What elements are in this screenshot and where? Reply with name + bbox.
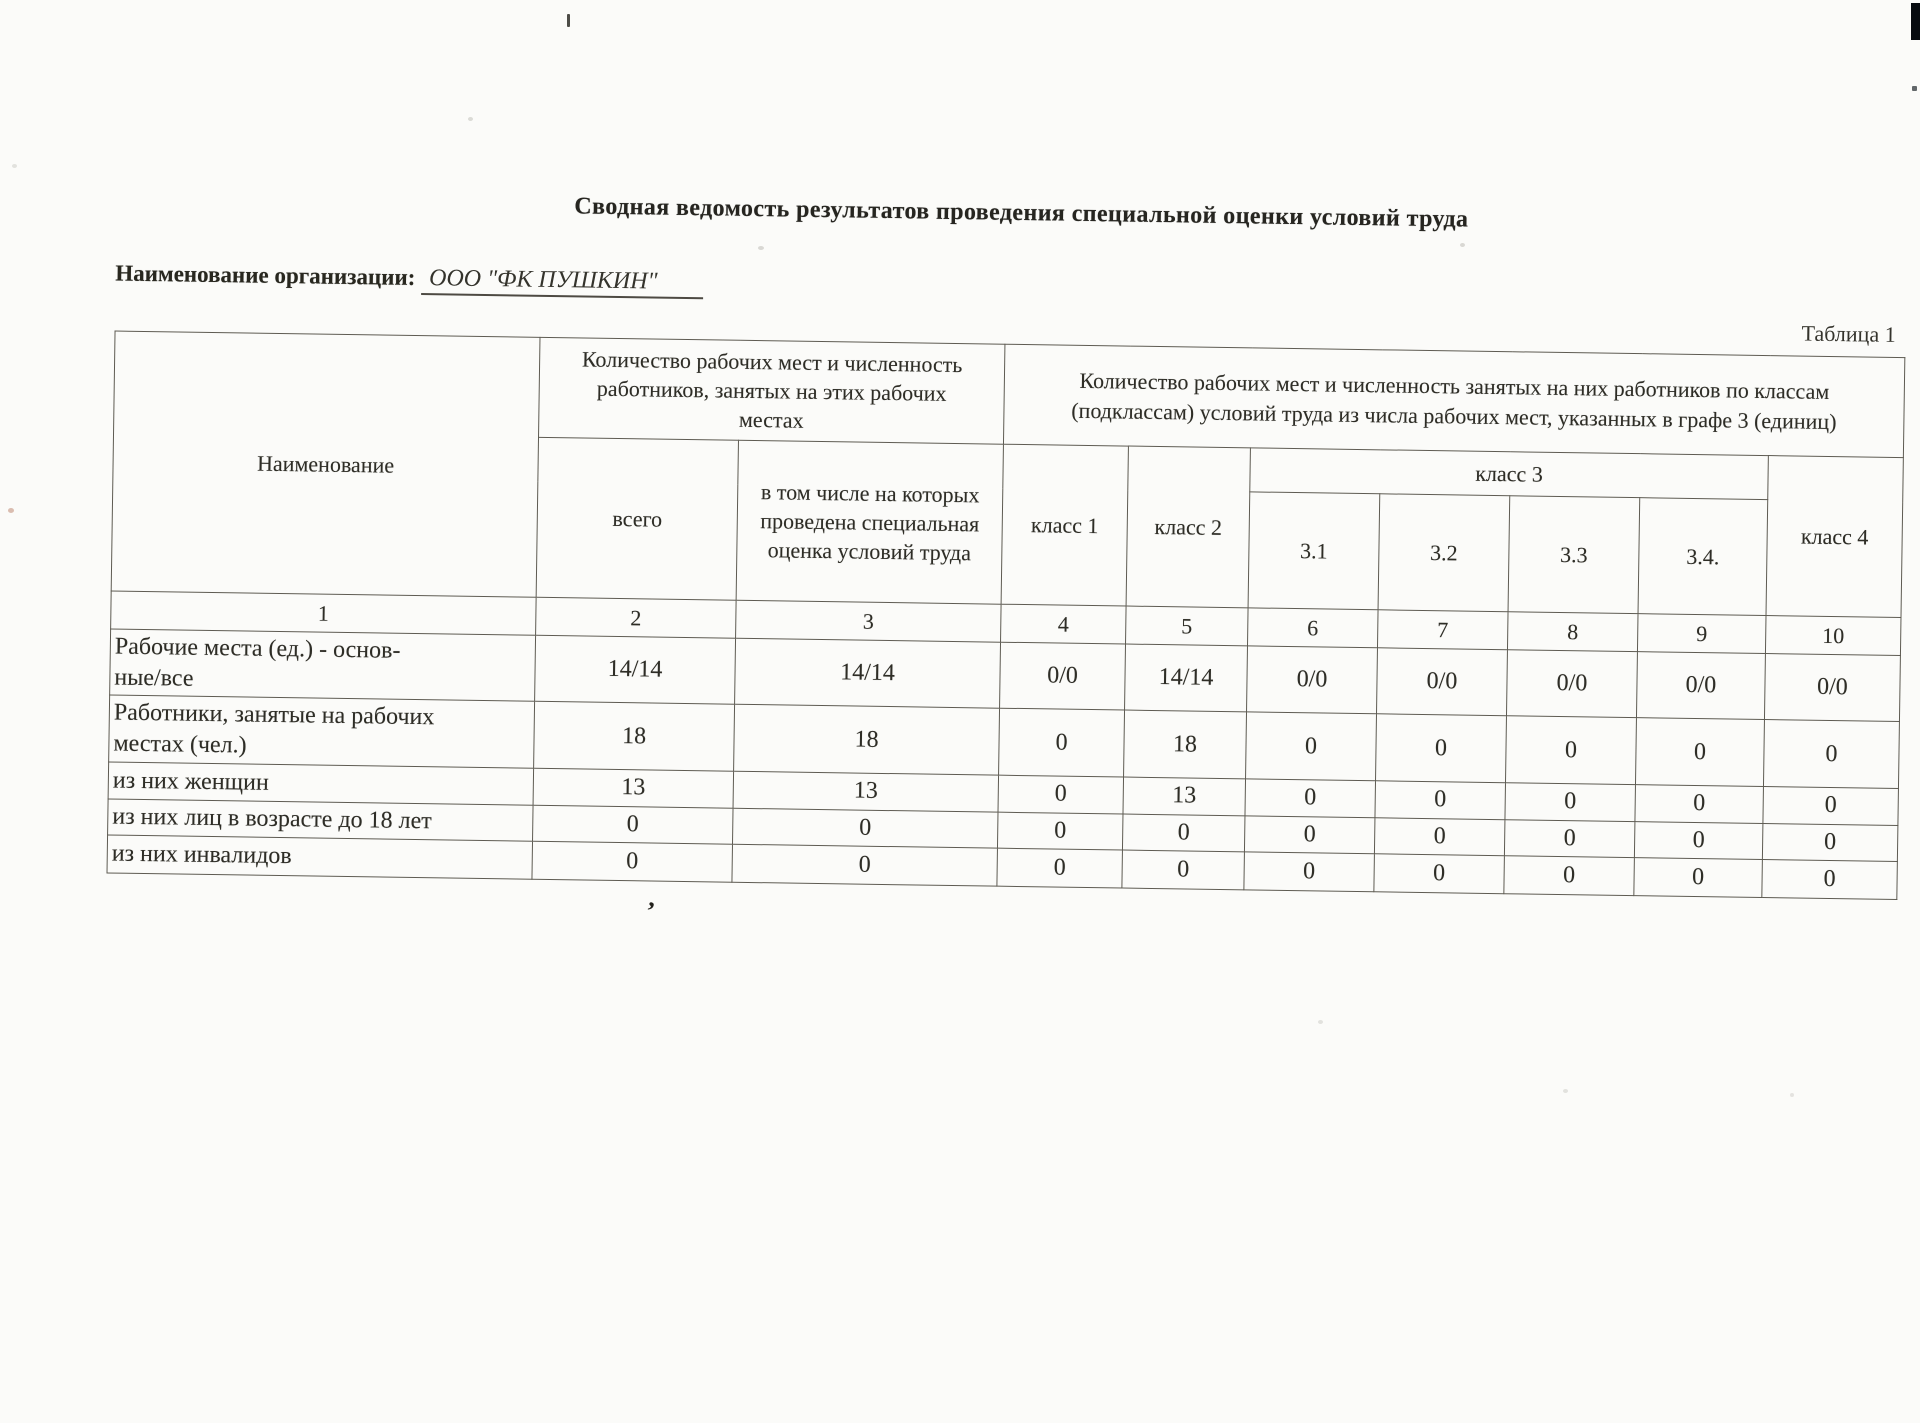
cell-value: 14/14	[535, 635, 736, 704]
header-class3-3: 3.3	[1508, 496, 1640, 614]
cell-value: 13	[733, 771, 999, 812]
row-label: из них женщин	[108, 762, 534, 805]
cell-value: 0	[1634, 857, 1763, 897]
cell-value: 18	[734, 705, 1000, 775]
column-number: 8	[1507, 612, 1638, 652]
cell-value: 18	[1124, 710, 1247, 778]
header-total: всего	[536, 437, 738, 600]
organization-value: ООО "ФК ПУШКИН"	[421, 265, 704, 299]
cell-value: 0/0	[1376, 648, 1507, 716]
header-group-workplaces: Количество рабочих мест и численность работников, занятых на этих рабочих местах	[539, 337, 1005, 444]
cell-value: 0	[533, 805, 734, 844]
summary-table	[106, 331, 1905, 900]
scan-artifact-tick	[567, 14, 570, 27]
header-group-classes: Количество рабочих мест и численность занятых на них работников по классам (подклассам) условий труда из числа рабочих мест, указанных в графе 3 (единиц)	[1003, 344, 1904, 457]
column-number: 4	[1001, 604, 1127, 644]
header-class3-4: 3.4.	[1638, 498, 1768, 616]
cell-value: 0/0	[1764, 654, 1900, 722]
cell-value: 0	[1374, 818, 1505, 856]
row-label: из них инвалидов	[107, 835, 533, 879]
cell-value: 0/0	[1506, 650, 1637, 718]
cell-value: 0/0	[1247, 646, 1378, 714]
column-number: 10	[1765, 616, 1901, 656]
scan-artifact-speck	[758, 246, 764, 250]
cell-value: 0/0	[1636, 652, 1765, 720]
cell-value: 0	[1122, 814, 1245, 852]
cell-value: 0	[732, 844, 998, 886]
cell-value: 13	[1123, 777, 1246, 816]
cell-value: 0	[1763, 786, 1899, 825]
cell-value: 0	[999, 709, 1125, 777]
header-assessed: в том числе на которых проведена специальная оценка условий труда	[736, 440, 1003, 604]
row-label: из них лиц в возрасте до 18 лет	[108, 799, 533, 841]
cell-value: 13	[533, 768, 734, 808]
document-title: Сводная ведомость результатов проведения специальной оценки условий труда	[301, 189, 1741, 237]
cell-value: 0	[532, 841, 733, 882]
cell-value: 0	[1375, 781, 1506, 820]
scan-artifact-dot	[1912, 86, 1917, 91]
header-class3-1: 3.1	[1248, 492, 1380, 610]
scan-artifact-speck	[1318, 1020, 1323, 1024]
column-number: 2	[536, 597, 737, 638]
cell-value: 0	[1504, 856, 1635, 896]
cell-value: 0	[998, 775, 1124, 814]
cell-value: 0	[1122, 850, 1245, 890]
header-class1: класс 1	[1001, 444, 1128, 606]
cell-value: 0	[1635, 785, 1764, 824]
cell-value: 0	[997, 812, 1123, 850]
organization-line	[115, 261, 704, 297]
cell-value: 0	[1505, 716, 1636, 784]
column-number: 7	[1377, 610, 1508, 650]
scan-artifact-speck	[1790, 1093, 1794, 1097]
cell-value: 18	[534, 702, 735, 771]
table-caption: Таблица 1	[1801, 321, 1895, 348]
cell-value: 14/14	[735, 638, 1001, 708]
cell-value: 0	[1374, 854, 1505, 894]
scan-artifact-corner-bar	[1911, 3, 1920, 40]
cell-value: 0	[1505, 783, 1636, 822]
cell-value: 0	[1634, 821, 1763, 859]
scan-artifact-speck	[8, 508, 14, 513]
cell-value: 0	[1246, 712, 1377, 780]
cell-value: 0	[1763, 720, 1899, 788]
cell-value: 14/14	[1125, 644, 1248, 712]
column-number: 1	[111, 591, 537, 635]
row-label: Рабочие места (ед.) - основ- ные/все	[110, 629, 536, 702]
header-class3-2: 3.2	[1378, 494, 1510, 612]
cell-value: 0	[1376, 714, 1507, 782]
cell-value: 0	[997, 848, 1123, 888]
row-label: Работники, занятые на рабочих местах (чел.)	[109, 695, 535, 768]
cell-value: 0/0	[1000, 642, 1126, 710]
cell-value: 0	[1245, 779, 1376, 818]
cell-value: 0	[1244, 852, 1375, 892]
scan-artifact-speck	[1460, 243, 1465, 247]
cell-value: 0	[1762, 823, 1898, 861]
organization-label: Наименование организации:	[115, 261, 415, 290]
scan-artifact-speck	[468, 117, 473, 121]
cell-value: 0	[1762, 859, 1898, 899]
column-number: 9	[1637, 614, 1766, 654]
column-number: 6	[1247, 608, 1378, 648]
scan-artifact-mark: ’	[644, 896, 657, 927]
scan-artifact-speck	[12, 164, 17, 168]
header-name: Наименование	[111, 331, 540, 597]
column-number: 5	[1126, 606, 1249, 646]
header-class4: класс 4	[1766, 456, 1903, 618]
header-class3: класс 3	[1250, 448, 1769, 500]
cell-value: 0	[1504, 820, 1635, 858]
scan-artifact-speck	[1563, 1089, 1568, 1093]
cell-value: 0	[733, 808, 999, 848]
cell-value: 0	[1244, 816, 1375, 854]
cell-value: 0	[1635, 718, 1764, 786]
header-class2: класс 2	[1126, 446, 1250, 608]
column-number: 3	[736, 600, 1002, 642]
